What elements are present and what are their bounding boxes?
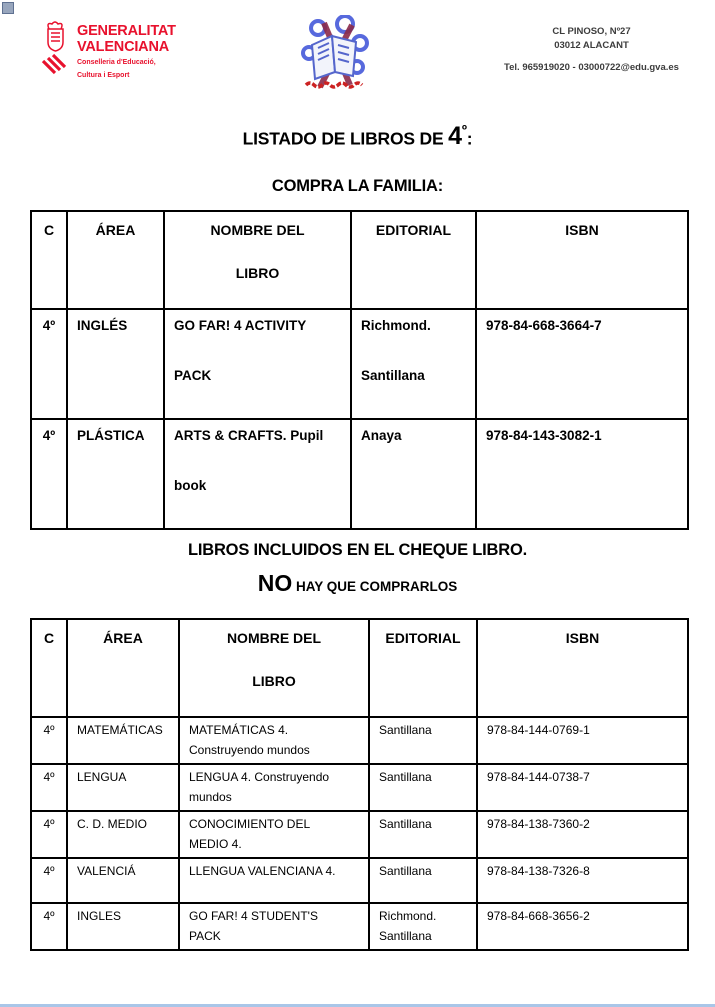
cell-text: PACK bbox=[174, 368, 212, 383]
cell-text: 4º bbox=[43, 817, 55, 831]
cell-c bbox=[31, 764, 67, 811]
family-books-table bbox=[30, 210, 689, 530]
cell-text: INGLES bbox=[77, 909, 122, 923]
cell-text: Santillana bbox=[379, 929, 432, 943]
cell-libro bbox=[179, 811, 369, 858]
page-title bbox=[0, 122, 715, 151]
cell-libro bbox=[164, 309, 351, 419]
cell-c bbox=[31, 419, 67, 529]
column-header-libro bbox=[179, 619, 369, 717]
header-text: NOMBRE DEL bbox=[210, 222, 305, 238]
cell-text: 978-84-138-7360-2 bbox=[487, 817, 590, 831]
section-title-no-buy bbox=[0, 570, 715, 597]
column-header-c bbox=[31, 619, 67, 717]
section-title-cheque: LIBROS INCLUIDOS EN EL CHEQUE LIBRO. bbox=[187, 541, 528, 559]
column-header-c bbox=[31, 211, 67, 309]
cell-text: Santillana bbox=[379, 864, 432, 878]
column-header-isbn bbox=[476, 211, 688, 309]
column-header-area bbox=[67, 211, 164, 309]
cell-libro bbox=[179, 717, 369, 764]
cell-isbn bbox=[477, 764, 688, 811]
cell-text: ARTS & CRAFTS. Pupil bbox=[174, 428, 324, 443]
cell-text: mundos bbox=[189, 790, 232, 804]
cell-isbn bbox=[476, 309, 688, 419]
table-row bbox=[31, 717, 688, 764]
cell-editorial bbox=[369, 764, 477, 811]
table-row bbox=[31, 903, 688, 950]
cell-text: 4º bbox=[43, 770, 55, 784]
cell-isbn bbox=[477, 811, 688, 858]
cell-c bbox=[31, 858, 67, 903]
cell-editorial bbox=[369, 858, 477, 903]
cell-text: 978-84-668-3664-7 bbox=[486, 318, 602, 333]
column-header-isbn bbox=[477, 619, 688, 717]
cell-isbn bbox=[477, 717, 688, 764]
cell-text: LENGUA bbox=[77, 770, 127, 784]
cell-c bbox=[31, 309, 67, 419]
cell-area bbox=[67, 764, 179, 811]
cell-text: 4º bbox=[43, 909, 55, 923]
cell-editorial bbox=[369, 811, 477, 858]
cell-text: Richmond. bbox=[379, 909, 437, 923]
cheque-books-table bbox=[30, 618, 689, 951]
generalitat-title-line2: VALENCIANA bbox=[77, 39, 169, 55]
cell-area bbox=[67, 811, 179, 858]
corner-marker-icon bbox=[2, 2, 14, 14]
no-emphasis: NO bbox=[257, 570, 293, 596]
cell-text: Santillana bbox=[379, 723, 432, 737]
school-logo-icon bbox=[294, 15, 376, 99]
table-row bbox=[31, 858, 688, 903]
cell-area bbox=[67, 717, 179, 764]
cell-c bbox=[31, 717, 67, 764]
generalitat-coat-of-arms-icon bbox=[40, 20, 70, 82]
cell-libro bbox=[179, 858, 369, 903]
address-contact-line: Tel. 965919020 - 03000722@edu.gva.es bbox=[504, 62, 679, 73]
cell-text: MEDIO 4. bbox=[189, 837, 242, 851]
cell-editorial bbox=[351, 309, 476, 419]
page-title-text: LISTADO DE LIBROS DE bbox=[242, 128, 449, 149]
title-colon: : bbox=[466, 128, 473, 149]
cell-libro bbox=[179, 903, 369, 950]
cell-text: 978-84-138-7326-8 bbox=[487, 864, 590, 878]
school-address-block bbox=[468, 25, 715, 75]
cell-text: 978-84-144-0738-7 bbox=[487, 770, 590, 784]
header-text: ISBN bbox=[565, 222, 599, 238]
header-text: ÁREA bbox=[103, 630, 143, 646]
cell-text: INGLÉS bbox=[77, 318, 128, 333]
cell-text: GO FAR! 4 ACTIVITY bbox=[174, 318, 307, 333]
table-row bbox=[31, 419, 688, 529]
cell-text: CONOCIMIENTO DEL bbox=[189, 817, 311, 831]
address-line2: 03012 ALACANT bbox=[554, 39, 629, 51]
cell-editorial bbox=[351, 419, 476, 529]
header-text: C bbox=[43, 630, 55, 646]
family-table-header-row bbox=[31, 211, 688, 309]
no-rest-text: HAY QUE COMPRARLOS bbox=[292, 579, 458, 594]
cell-text: Santillana bbox=[361, 368, 425, 383]
cell-libro bbox=[179, 764, 369, 811]
column-header-editorial bbox=[369, 619, 477, 717]
cell-text: Santillana bbox=[379, 817, 432, 831]
header-text: EDITORIAL bbox=[375, 222, 452, 238]
header-text: ISBN bbox=[565, 630, 600, 646]
grade-number: $4^º$ bbox=[448, 122, 467, 151]
cell-text: LLENGUA VALENCIANA 4. bbox=[189, 864, 336, 878]
cell-text: GO FAR! 4 STUDENT'S bbox=[189, 909, 318, 923]
cell-text: Santillana bbox=[379, 770, 432, 784]
cell-text: 4º bbox=[43, 864, 55, 878]
generalitat-subtitle-line2: Cultura i Esport bbox=[77, 71, 130, 79]
header-text: ÁREA bbox=[95, 222, 136, 238]
cell-area bbox=[67, 903, 179, 950]
cell-text: LENGUA 4. Construyendo bbox=[189, 770, 330, 784]
cell-text: C. D. MEDIO bbox=[77, 817, 148, 831]
header-text: EDITORIAL bbox=[385, 630, 461, 646]
cell-text: MATEMÁTICAS bbox=[77, 723, 163, 737]
cell-text: PLÁSTICA bbox=[77, 428, 145, 443]
section-title-family: COMPRA LA FAMILIA: bbox=[271, 177, 444, 195]
cell-isbn bbox=[476, 419, 688, 529]
cell-text: 978-84-668-3656-2 bbox=[487, 909, 590, 923]
header-text: LIBRO bbox=[235, 265, 280, 281]
cell-text: book bbox=[174, 478, 207, 493]
address-line1: CL PINOSO, Nº27 bbox=[552, 26, 631, 37]
generalitat-logo bbox=[40, 20, 176, 82]
table-row bbox=[31, 764, 688, 811]
table-row bbox=[31, 811, 688, 858]
generalitat-title-line1: GENERALITAT bbox=[77, 23, 176, 39]
cell-text: Anaya bbox=[361, 428, 402, 443]
column-header-libro bbox=[164, 211, 351, 309]
cell-text: Construyendo mundos bbox=[189, 743, 310, 757]
cell-area bbox=[67, 858, 179, 903]
cell-isbn bbox=[477, 903, 688, 950]
cell-text: 978-84-143-3082-1 bbox=[486, 428, 602, 443]
header-text: C bbox=[43, 222, 55, 238]
column-header-editorial bbox=[351, 211, 476, 309]
cheque-table-header-row bbox=[31, 619, 688, 717]
cell-text: 4º bbox=[42, 428, 56, 443]
cell-text: PACK bbox=[189, 929, 221, 943]
cell-c bbox=[31, 903, 67, 950]
header-text: LIBRO bbox=[252, 673, 296, 689]
cell-libro bbox=[164, 419, 351, 529]
cell-editorial bbox=[369, 717, 477, 764]
cell-text: 4º bbox=[42, 318, 56, 333]
cell-isbn bbox=[477, 858, 688, 903]
cell-c bbox=[31, 811, 67, 858]
cell-text: 978-84-144-0769-1 bbox=[487, 723, 590, 737]
header-text: NOMBRE DEL bbox=[226, 630, 322, 646]
cell-editorial bbox=[369, 903, 477, 950]
cell-text: Richmond. bbox=[361, 318, 431, 333]
column-header-area bbox=[67, 619, 179, 717]
cell-area bbox=[67, 309, 164, 419]
table-row bbox=[31, 309, 688, 419]
cell-area bbox=[67, 419, 164, 529]
cell-text: MATEMÁTICAS 4. bbox=[189, 723, 289, 737]
cell-text: VALENCIÁ bbox=[77, 864, 136, 878]
cell-text: 4º bbox=[43, 723, 55, 737]
generalitat-subtitle-line1: Conselleria d'Educació, bbox=[77, 59, 156, 66]
